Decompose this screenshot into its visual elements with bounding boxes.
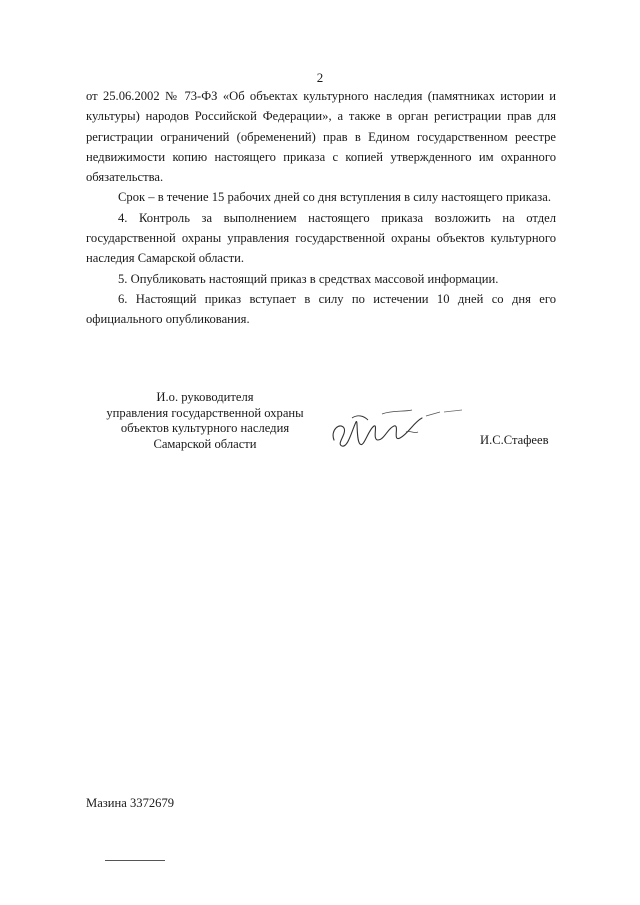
footer-divider [105, 860, 165, 861]
paragraph-item-6: 6. Настоящий приказ вступает в силу по истечении 10 дней со дня его официального опубликования. [86, 291, 556, 327]
signatory-title-line: И.о. руководителя [156, 390, 254, 404]
paragraph-deadline: Срок – в течение 15 рабочих дней со дня вступления в силу настоящего приказа. [118, 190, 551, 205]
signatory-title-line: Самарской области [153, 436, 257, 451]
paragraph-continuation: от 25.06.2002 № 73-ФЗ «Об объектах культурного наследия (памятниках истории и культуры) народов Российской Федерации», а также в орган регистрации прав для регистрации ограничений (обременений) прав в Едином государственном реестре недвижимости копию настоящего приказа с копией утвержденного им охранного обязательства. [86, 89, 556, 185]
author-note: Мазина 3372679 [86, 796, 175, 810]
page-number: 2 [316, 70, 324, 85]
signer-name: И.С.Стафеев [480, 433, 549, 447]
paragraph-item-5: 5. Опубликовать настоящий приказ в средствах массовой информации. [118, 271, 499, 286]
document-body [86, 86, 556, 330]
signatory-title-line: объектов культурного наследия [120, 421, 290, 435]
paragraph-item-4: 4. Контроль за выполнением настоящего приказа возложить на отдел государственной охраны управления государственной охраны объектов культурного наследия Самарской области. [86, 210, 556, 266]
signatory-title [90, 390, 320, 452]
handwritten-signature [322, 400, 472, 460]
signatory-title-line: управления государственной охраны [106, 405, 304, 420]
